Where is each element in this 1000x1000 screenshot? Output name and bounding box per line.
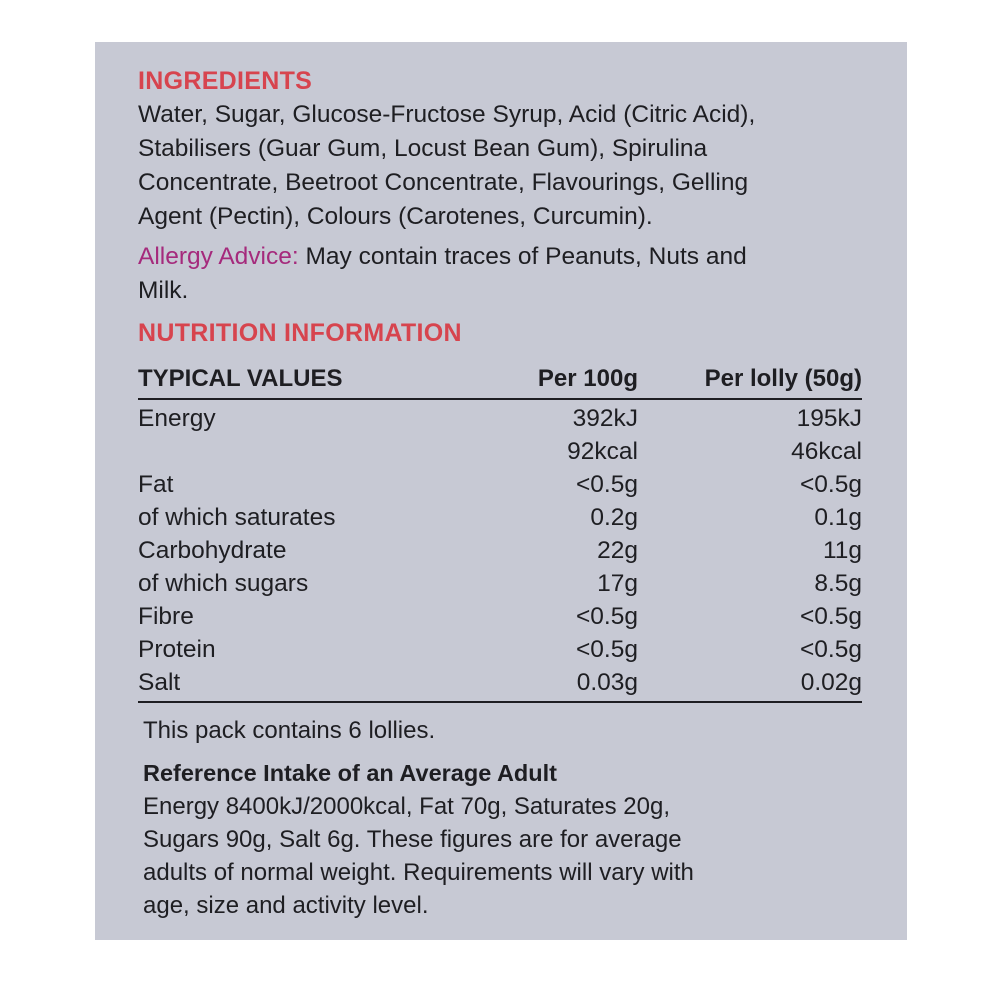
nutrient-name: [138, 435, 438, 468]
table-row: [138, 501, 862, 534]
value-per-lolly: 46kcal: [791, 438, 862, 465]
value-per-lolly: <0.5g: [800, 471, 862, 498]
pack-contents-text: This pack contains 6 lollies.: [143, 717, 436, 744]
value-per-lolly: 11g: [822, 537, 862, 564]
ingredients-line: Stabilisers (Guar Gum, Locust Bean Gum), Spirulina: [138, 135, 708, 162]
column-header-per-100g: Per 100g: [537, 365, 638, 392]
nutrient-name: Carbohydrate: [138, 537, 287, 564]
column-header-per-lolly: Per lolly (50g): [704, 365, 862, 392]
value-per-lolly: 0.02g: [800, 669, 862, 696]
value-per-100g: 92kcal: [567, 438, 638, 465]
nutrient-name: of which sugars: [138, 570, 309, 597]
ingredients-line: Agent (Pectin), Colours (Carotenes, Curcumin).: [138, 203, 653, 230]
ingredients-line: Water, Sugar, Glucose-Fructose Syrup, Acid (Citric Acid),: [138, 101, 756, 128]
allergy-advice: [138, 240, 868, 308]
allergy-text: May contain traces of Peanuts, Nuts and: [298, 243, 747, 270]
ingredients-line: Concentrate, Beetroot Concentrate, Flavourings, Gelling: [138, 169, 749, 196]
value-per-100g: 17g: [597, 570, 638, 597]
label-panel: [95, 42, 907, 940]
table-row: [138, 435, 862, 468]
nutrient-name: Fibre: [138, 603, 194, 630]
reference-intake-line: Sugars 90g, Salt 6g. These figures are for average: [143, 826, 682, 853]
nutrition-heading: NUTRITION INFORMATION: [138, 319, 462, 347]
nutrient-name: Protein: [138, 636, 216, 663]
allergy-label: Allergy Advice:: [138, 243, 299, 270]
ingredients-section: [138, 66, 868, 348]
nutrient-name: Salt: [138, 669, 181, 696]
table-row: [138, 666, 862, 699]
table-header: [138, 360, 862, 400]
value-per-100g: <0.5g: [576, 471, 638, 498]
table-body: [138, 400, 862, 703]
value-per-lolly: 0.1g: [814, 504, 862, 531]
value-per-100g: 0.03g: [576, 669, 638, 696]
table-row: [138, 534, 862, 567]
reference-intake-line: Energy 8400kJ/2000kcal, Fat 70g, Saturates 20g,: [143, 793, 671, 820]
value-per-100g: <0.5g: [576, 636, 638, 663]
reference-intake-line: adults of normal weight. Requirements will vary with: [143, 859, 694, 886]
table-row: [138, 600, 862, 633]
value-per-100g: 392kJ: [572, 405, 638, 432]
table-row: [138, 468, 862, 501]
table-row: [138, 633, 862, 666]
nutrient-name: of which saturates: [138, 504, 336, 531]
value-per-lolly: 195kJ: [796, 405, 862, 432]
nutrition-table: [138, 360, 862, 703]
nutrient-name: Fat: [138, 471, 174, 498]
table-row: [138, 567, 862, 600]
value-per-lolly: 8.5g: [814, 570, 862, 597]
column-header-typical-values: TYPICAL VALUES: [138, 365, 343, 392]
reference-intake-line: age, size and activity level.: [143, 892, 429, 919]
value-per-100g: <0.5g: [576, 603, 638, 630]
nutrient-name: Energy: [138, 405, 216, 432]
table-row: [138, 402, 862, 435]
value-per-lolly: <0.5g: [800, 603, 862, 630]
reference-intake-title: Reference Intake of an Average Adult: [143, 760, 557, 786]
value-per-100g: 22g: [597, 537, 638, 564]
footer-section: [143, 714, 843, 922]
allergy-text-line2: Milk.: [138, 277, 189, 304]
value-per-lolly: <0.5g: [800, 636, 862, 663]
value-per-100g: 0.2g: [590, 504, 638, 531]
ingredients-heading: INGREDIENTS: [138, 67, 313, 95]
